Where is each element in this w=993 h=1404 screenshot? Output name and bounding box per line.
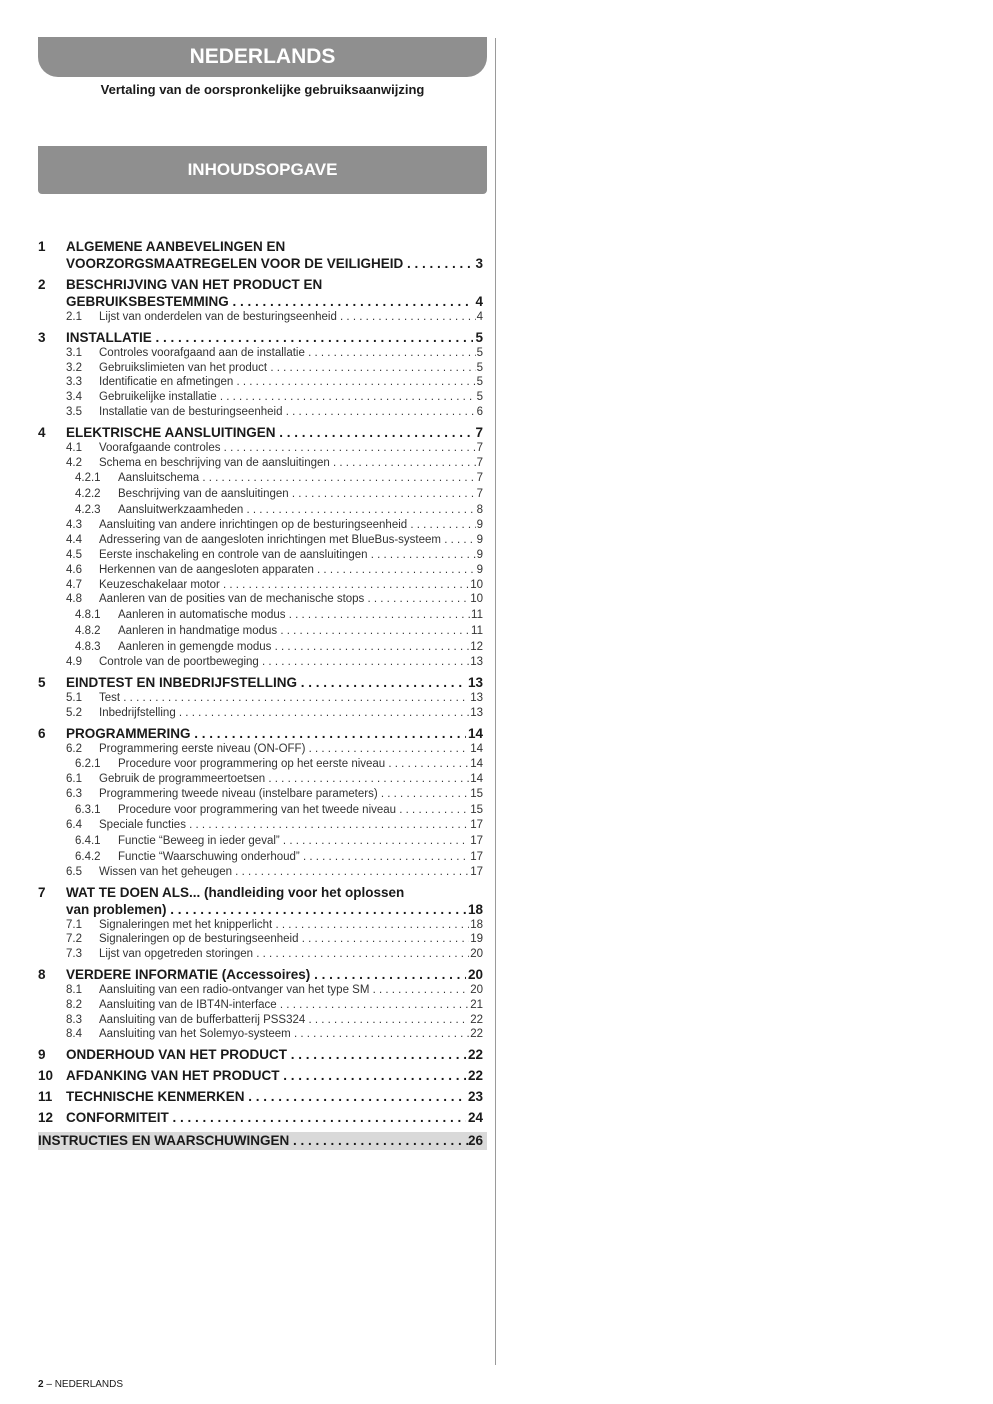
toc-subsection-title: Functie “Waarschuwing onderhoud” . . . bbox=[118, 849, 469, 865]
toc-subsection-title: Aansluiting van een radio-ontvanger van het type SM . . . bbox=[99, 983, 469, 998]
toc-subsection-row[interactable] bbox=[38, 802, 483, 818]
toc-subsection-title: Aansluitschema . . . bbox=[118, 470, 476, 486]
toc-subsection-title: Installatie van de besturingseenheid . . . bbox=[99, 405, 476, 420]
toc-subsection-row[interactable] bbox=[38, 787, 483, 802]
toc-subsection-row[interactable] bbox=[38, 592, 483, 607]
toc-subsection-row[interactable] bbox=[38, 456, 483, 471]
toc-subsection-title: Functie “Beweeg in ieder geval” . . . bbox=[118, 833, 469, 849]
toc-subsection-row[interactable] bbox=[38, 655, 483, 670]
toc-subsection-page: 11 bbox=[471, 625, 483, 638]
toc-subsection-row[interactable] bbox=[38, 998, 483, 1013]
toc-subsection-row[interactable] bbox=[38, 623, 483, 639]
toc-section-title: ELEKTRISCHE AANSLUITINGEN . . . bbox=[66, 424, 473, 441]
toc-subsection-number: 4.4 bbox=[66, 534, 82, 547]
toc-section-number: 9 bbox=[38, 1047, 46, 1063]
toc-page-number: 7 bbox=[475, 424, 483, 440]
toc-subsection-page: 5 bbox=[476, 391, 483, 404]
toc-section-title: ALGEMENE AANBEVELINGEN EN bbox=[66, 239, 286, 254]
toc-subsection-title: Signaleringen op de besturingseenheid . . . bbox=[99, 932, 469, 947]
toc-subsection-number: 6.2 bbox=[66, 742, 82, 755]
toc-subsection-page: 13 bbox=[470, 691, 483, 704]
toc-section-number: 7 bbox=[38, 884, 46, 900]
toc-section-heading-row[interactable] bbox=[38, 901, 483, 918]
toc-subsection-row[interactable] bbox=[38, 470, 483, 486]
toc-section bbox=[38, 276, 483, 325]
toc-section-number: 8 bbox=[38, 966, 46, 982]
toc-subsection-row[interactable] bbox=[38, 639, 483, 655]
toc-page-number: 20 bbox=[467, 966, 483, 982]
toc-subsection-number: 8.2 bbox=[66, 998, 82, 1011]
toc-section-heading-row-continued[interactable] bbox=[38, 884, 483, 901]
toc-subsection-page: 17 bbox=[470, 818, 483, 831]
toc-subsection-page: 9 bbox=[476, 519, 483, 532]
toc-subsection-title: Aansluiting van het Solemyo-systeem . . . bbox=[99, 1027, 469, 1042]
toc-subsection-title: Aansluiting van de bufferbatterij PSS324 . . . bbox=[99, 1013, 469, 1028]
toc-subsection-title: Herkennen van de aangesloten apparaten . . . bbox=[99, 563, 476, 578]
toc-page-number: 3 bbox=[475, 256, 483, 271]
toc-subsection-page: 10 bbox=[470, 578, 483, 591]
toc-subsection-title: Voorafgaande controles . . . bbox=[99, 441, 476, 456]
toc-section-number: 11 bbox=[38, 1089, 53, 1105]
toc-subsection-page: 7 bbox=[476, 441, 483, 454]
toc-subsection-title: Inbedrijfstelling . . . bbox=[99, 706, 469, 721]
toc-subsection-row[interactable] bbox=[38, 578, 483, 593]
toc-subsection-page: 17 bbox=[470, 865, 483, 878]
toc-section-title: EINDTEST EN INBEDRIJFSTELLING . . . bbox=[66, 674, 466, 691]
toc-subsection-row[interactable] bbox=[38, 918, 483, 933]
toc-subsection-row[interactable] bbox=[38, 691, 483, 706]
toc-subsection-title: Aanleren in handmatige modus . . . bbox=[118, 623, 470, 639]
toc-section-heading-row[interactable] bbox=[38, 725, 483, 742]
toc-section-number: 1 bbox=[38, 239, 46, 254]
toc-subsection-row[interactable] bbox=[38, 563, 483, 578]
toc-section-heading-row[interactable] bbox=[38, 966, 483, 983]
toc-subsection-page: 11 bbox=[471, 609, 483, 622]
toc-section-title: BESCHRIJVING VAN HET PRODUCT EN bbox=[66, 277, 323, 292]
toc-section-number bbox=[38, 255, 66, 272]
toc-section-heading-row[interactable] bbox=[38, 255, 483, 272]
toc-section-title: VERDERE INFORMATIE (Accessoires) . . . bbox=[66, 966, 466, 983]
toc-subsection-number: 3.1 bbox=[66, 346, 82, 359]
toc-subsection-title: Speciale functies . . . bbox=[99, 818, 469, 833]
toc-subsection-row[interactable] bbox=[38, 361, 483, 376]
toc-subsection-page: 14 bbox=[470, 742, 483, 755]
toc-subsection-page: 15 bbox=[470, 803, 483, 816]
toc-subsection-number: 3.5 bbox=[66, 405, 82, 418]
toc-subsection-page: 4 bbox=[476, 311, 483, 323]
toc-subsection-title: Adressering van de aangesloten inrichtingen met BlueBus-systeem . . . bbox=[99, 533, 476, 548]
toc-subsection-title: Signaleringen met het knipperlicht . . . bbox=[99, 918, 469, 933]
toc-section bbox=[38, 329, 483, 420]
toc-subsection-page: 10 bbox=[470, 593, 483, 606]
toc-subsection-row[interactable] bbox=[38, 1013, 483, 1028]
toc-subsection-title: Keuzeschakelaar motor . . . bbox=[99, 578, 469, 593]
toc-subsection-title: Programmering tweede niveau (instelbare parameters) . . . bbox=[99, 787, 469, 802]
toc-final-entry[interactable] bbox=[38, 1132, 487, 1150]
toc-subsection-number: 6.4.2 bbox=[75, 850, 101, 863]
toc-subsection-row[interactable] bbox=[38, 756, 483, 772]
toc-subsection-row[interactable] bbox=[38, 833, 483, 849]
toc-subsection-page: 9 bbox=[476, 534, 483, 547]
toc-subsection-title: Gebruik de programmeertoetsen . . . bbox=[99, 772, 469, 787]
toc-section-number: 5 bbox=[38, 674, 46, 690]
toc-subsection-row[interactable] bbox=[38, 548, 483, 563]
toc-subsection-page: 9 bbox=[476, 563, 483, 576]
toc-section bbox=[38, 1109, 483, 1126]
toc-page-number: 5 bbox=[475, 329, 483, 345]
toc-subsection-page: 17 bbox=[470, 834, 483, 847]
toc-page-number: 4 bbox=[475, 294, 483, 309]
toc-subsection-number: 4.8.3 bbox=[75, 641, 101, 654]
toc-subsection-row[interactable] bbox=[38, 1027, 483, 1042]
toc-subsection-number: 4.7 bbox=[66, 578, 82, 591]
toc-subsection-title: Aanleren van de posities van de mechanische stops . . . bbox=[99, 592, 469, 607]
toc-subsection-number: 4.2.1 bbox=[75, 472, 101, 485]
toc-subsection-title: Programmering eerste niveau (ON-OFF) . . . bbox=[99, 742, 469, 757]
toc-subsection-title: Controles voorafgaand aan de installatie . . . bbox=[99, 346, 476, 361]
toc-subsection-page: 5 bbox=[476, 376, 483, 389]
toc-subsection-title: Gebruikelijke installatie . . . bbox=[99, 390, 476, 405]
toc-section bbox=[38, 884, 483, 962]
toc-section-title: van problemen) . . . bbox=[66, 901, 466, 918]
toc-subsection-number: 8.3 bbox=[66, 1013, 82, 1026]
table-of-contents bbox=[38, 234, 483, 1150]
footer-language: NEDERLANDS bbox=[54, 1379, 124, 1390]
toc-subsection-title: Gebruikslimieten van het product . . . bbox=[99, 361, 476, 376]
toc-subsection-number: 7.3 bbox=[66, 948, 82, 961]
toc-subsection-row[interactable] bbox=[38, 818, 483, 833]
toc-subsection-page: 14 bbox=[470, 773, 483, 786]
toc-subsection-page: 8 bbox=[476, 504, 483, 517]
toc-subsection-number: 4.8.2 bbox=[75, 625, 101, 638]
toc-section-title: WAT TE DOEN ALS... (handleiding voor het oplossen bbox=[66, 884, 405, 900]
toc-subsection-page: 12 bbox=[470, 641, 483, 654]
toc-page-number: 18 bbox=[467, 901, 483, 917]
toc-subsection-row[interactable] bbox=[38, 486, 483, 502]
toc-subsection-title: Aansluiting van andere inrichtingen op de besturingseenheid . . . bbox=[99, 518, 476, 533]
toc-subsection-row[interactable] bbox=[38, 932, 483, 947]
toc-subsection-number: 3.3 bbox=[66, 376, 82, 389]
toc-subsection-row[interactable] bbox=[38, 772, 483, 787]
toc-subsection-page: 7 bbox=[476, 472, 483, 485]
toc-section bbox=[38, 238, 483, 272]
toc-subsection-page: 21 bbox=[470, 998, 483, 1011]
toc-subsection-title: Procedure voor programmering op het eerste niveau . . . bbox=[118, 756, 469, 772]
toc-subsection-page: 17 bbox=[470, 850, 483, 863]
toc-subsection-page: 22 bbox=[470, 1013, 483, 1026]
toc-subsection-page: 6 bbox=[476, 405, 483, 418]
toc-section bbox=[38, 674, 483, 721]
toc-section-number: 10 bbox=[38, 1068, 54, 1084]
toc-section-heading-row[interactable] bbox=[38, 1046, 483, 1063]
toc-section-number: 12 bbox=[38, 1110, 54, 1126]
toc-subsection-title: Aanleren in automatische modus . . . bbox=[118, 607, 470, 623]
toc-subsection-number: 6.1 bbox=[66, 773, 82, 786]
toc-subsection-row[interactable] bbox=[38, 405, 483, 420]
toc-section-number: 6 bbox=[38, 725, 46, 741]
toc-subsection-title: Identificatie en afmetingen . . . bbox=[99, 375, 476, 390]
toc-subsection-number: 3.4 bbox=[66, 391, 82, 404]
toc-subsection-page: 13 bbox=[470, 656, 483, 669]
toc-subsection-number: 4.1 bbox=[66, 441, 82, 454]
toc-subsection-row[interactable] bbox=[38, 983, 483, 998]
toc-section-title: ONDERHOUD VAN HET PRODUCT . . . bbox=[66, 1046, 466, 1063]
toc-subsection-number: 4.2.2 bbox=[75, 488, 101, 501]
toc-subsection-number: 7.2 bbox=[66, 933, 82, 946]
toc-section-title: GEBRUIKSBESTEMMING . . . bbox=[66, 293, 473, 310]
toc-subsection-page: 15 bbox=[470, 788, 483, 801]
toc-subsection-number: 3.2 bbox=[66, 361, 82, 374]
toc-section bbox=[38, 1067, 483, 1084]
toc-subsection-page: 14 bbox=[470, 758, 483, 771]
toc-subsection-page: 7 bbox=[476, 488, 483, 501]
toc-subsection-page: 5 bbox=[476, 361, 483, 374]
toc-subsection-row[interactable] bbox=[38, 849, 483, 865]
toc-subsection-row[interactable] bbox=[38, 346, 483, 361]
toc-subsection-row[interactable] bbox=[38, 607, 483, 623]
toc-subsection-row[interactable] bbox=[38, 865, 483, 880]
toc-subsection-row[interactable] bbox=[38, 518, 483, 533]
toc-subsection-number: 4.3 bbox=[66, 519, 82, 532]
toc-subsection-number: 7.1 bbox=[66, 918, 82, 931]
toc-section-heading-row[interactable] bbox=[38, 674, 483, 691]
toc-subsection-row[interactable] bbox=[38, 441, 483, 456]
toc-subsection-number: 4.2.3 bbox=[75, 504, 101, 517]
toc-subsection-row[interactable] bbox=[38, 502, 483, 518]
toc-subsection-title: Aansluitwerkzaamheden . . . bbox=[118, 502, 476, 518]
toc-section-heading-row[interactable] bbox=[38, 1067, 483, 1084]
toc-subsection-number: 4.8 bbox=[66, 593, 82, 606]
toc-subsection-page: 20 bbox=[470, 948, 483, 961]
toc-final-entry-page: 26 bbox=[467, 1133, 483, 1149]
toc-subsection-page: 19 bbox=[470, 933, 483, 946]
footer-separator: – bbox=[43, 1379, 55, 1390]
toc-subsection-number: 4.6 bbox=[66, 563, 82, 576]
toc-subsection-page: 22 bbox=[470, 1028, 483, 1041]
toc-subsection-number: 6.4.1 bbox=[75, 834, 101, 847]
toc-subsection-title: Lijst van opgetreden storingen . . . bbox=[99, 947, 469, 962]
toc-subsection-number: 8.1 bbox=[66, 983, 82, 996]
toc-page-number: 14 bbox=[467, 725, 483, 741]
subtitle: Vertaling van de oorspronkelijke gebruiksaanwijzing bbox=[100, 82, 425, 97]
toc-section bbox=[38, 966, 483, 1042]
toc-subsection-number: 5.1 bbox=[66, 691, 82, 704]
toc-section bbox=[38, 424, 483, 670]
toc-subsection-title: Beschrijving van de aansluitingen . . . bbox=[118, 486, 476, 502]
toc-subsection-page: 18 bbox=[470, 918, 483, 931]
toc-section-heading-row[interactable] bbox=[38, 424, 483, 441]
toc-subsection-title: Procedure voor programmering van het tweede niveau . . . bbox=[118, 802, 469, 818]
toc-page-number: 23 bbox=[467, 1089, 483, 1105]
column-divider bbox=[495, 38, 496, 1365]
toc-subsection-title: Aansluiting van de IBT4N-interface . . . bbox=[99, 998, 469, 1013]
toc-section bbox=[38, 1088, 483, 1105]
toc-subsection-page: 20 bbox=[470, 983, 483, 996]
toc-subsection-page: 13 bbox=[470, 706, 483, 719]
toc-subsection-number: 4.8.1 bbox=[75, 609, 101, 622]
toc-section-number bbox=[38, 901, 66, 918]
toc-subsection-title: Test . . . bbox=[99, 691, 469, 706]
toc-subsection-number: 5.2 bbox=[66, 706, 82, 719]
toc-page-number: 24 bbox=[467, 1110, 483, 1126]
toc-section-number bbox=[38, 293, 66, 310]
toc-page-number: 22 bbox=[467, 1068, 483, 1084]
toc-section bbox=[38, 1046, 483, 1063]
toc-subsection-row[interactable] bbox=[38, 375, 483, 390]
toc-subsection-row[interactable] bbox=[38, 310, 483, 325]
toc-subsection-title: Aanleren in gemengde modus . . . bbox=[118, 639, 469, 655]
toc-subsection-title: Controle van de poortbeweging . . . bbox=[99, 655, 469, 670]
toc-subsection-number: 6.3 bbox=[66, 788, 82, 801]
language-banner: NEDERLANDS bbox=[38, 37, 487, 77]
toc-section-title: VOORZORGSMAATREGELEN VOOR DE VEILIGHEID . . . bbox=[66, 255, 473, 272]
toc-section-heading-row-continued[interactable] bbox=[38, 238, 483, 255]
toc-subsection-row[interactable] bbox=[38, 533, 483, 548]
toc-subsection-number: 2.1 bbox=[66, 311, 82, 323]
toc-section-heading-row[interactable] bbox=[38, 1088, 483, 1105]
toc-section-heading-row[interactable] bbox=[38, 1109, 483, 1126]
toc-section-heading-row[interactable] bbox=[38, 329, 483, 346]
toc-subsection-page: 7 bbox=[476, 456, 483, 469]
toc-page-number: 13 bbox=[467, 674, 483, 690]
toc-section-title: CONFORMITEIT . . . bbox=[66, 1109, 466, 1126]
toc-subsection-title: Eerste inschakeling en controle van de aansluitingen . . . bbox=[99, 548, 476, 563]
toc-subsection-row[interactable] bbox=[38, 390, 483, 405]
toc-subsection-page: 9 bbox=[476, 548, 483, 561]
toc-subsection-row[interactable] bbox=[38, 742, 483, 757]
toc-subsection-page: 5 bbox=[476, 346, 483, 359]
toc-subsection-title: Lijst van onderdelen van de besturingseenheid . . . bbox=[99, 310, 476, 325]
toc-subsection-number: 6.4 bbox=[66, 818, 82, 831]
toc-subsection-title: Wissen van het geheugen . . . bbox=[99, 865, 469, 880]
toc-section-number: 3 bbox=[38, 329, 46, 345]
page-number: 2 bbox=[38, 1379, 44, 1390]
toc-section-number: 4 bbox=[38, 424, 46, 440]
toc-subsection-number: 6.5 bbox=[66, 865, 82, 878]
toc-section-heading-row[interactable] bbox=[38, 293, 483, 310]
toc-subsection-number: 4.2 bbox=[66, 456, 82, 469]
toc-title-banner: INHOUDSOPGAVE bbox=[38, 146, 487, 194]
toc-section-title: AFDANKING VAN HET PRODUCT . . . bbox=[66, 1067, 466, 1084]
toc-subsection-number: 8.4 bbox=[66, 1028, 82, 1041]
toc-section-title: INSTALLATIE . . . bbox=[66, 329, 473, 346]
toc-subsection-row[interactable] bbox=[38, 947, 483, 962]
toc-section-number: 2 bbox=[38, 277, 46, 292]
toc-subsection-title: Schema en beschrijving van de aansluitingen . . . bbox=[99, 456, 476, 471]
page-footer bbox=[38, 1379, 123, 1390]
toc-subsection-number: 6.2.1 bbox=[75, 758, 101, 771]
toc-final-entry-title: INSTRUCTIES EN WAARSCHUWINGEN . . . bbox=[38, 1132, 468, 1150]
toc-subsection-number: 6.3.1 bbox=[75, 803, 101, 816]
toc-page-number: 22 bbox=[467, 1047, 483, 1063]
toc-subsection-number: 4.5 bbox=[66, 548, 82, 561]
toc-section bbox=[38, 725, 483, 880]
toc-subsection-number: 4.9 bbox=[66, 656, 82, 669]
toc-section-title: TECHNISCHE KENMERKEN . . . bbox=[66, 1088, 466, 1105]
toc-section-heading-row-continued[interactable] bbox=[38, 276, 483, 293]
toc-section-title: PROGRAMMERING . . . bbox=[66, 725, 466, 742]
toc-subsection-row[interactable] bbox=[38, 706, 483, 721]
